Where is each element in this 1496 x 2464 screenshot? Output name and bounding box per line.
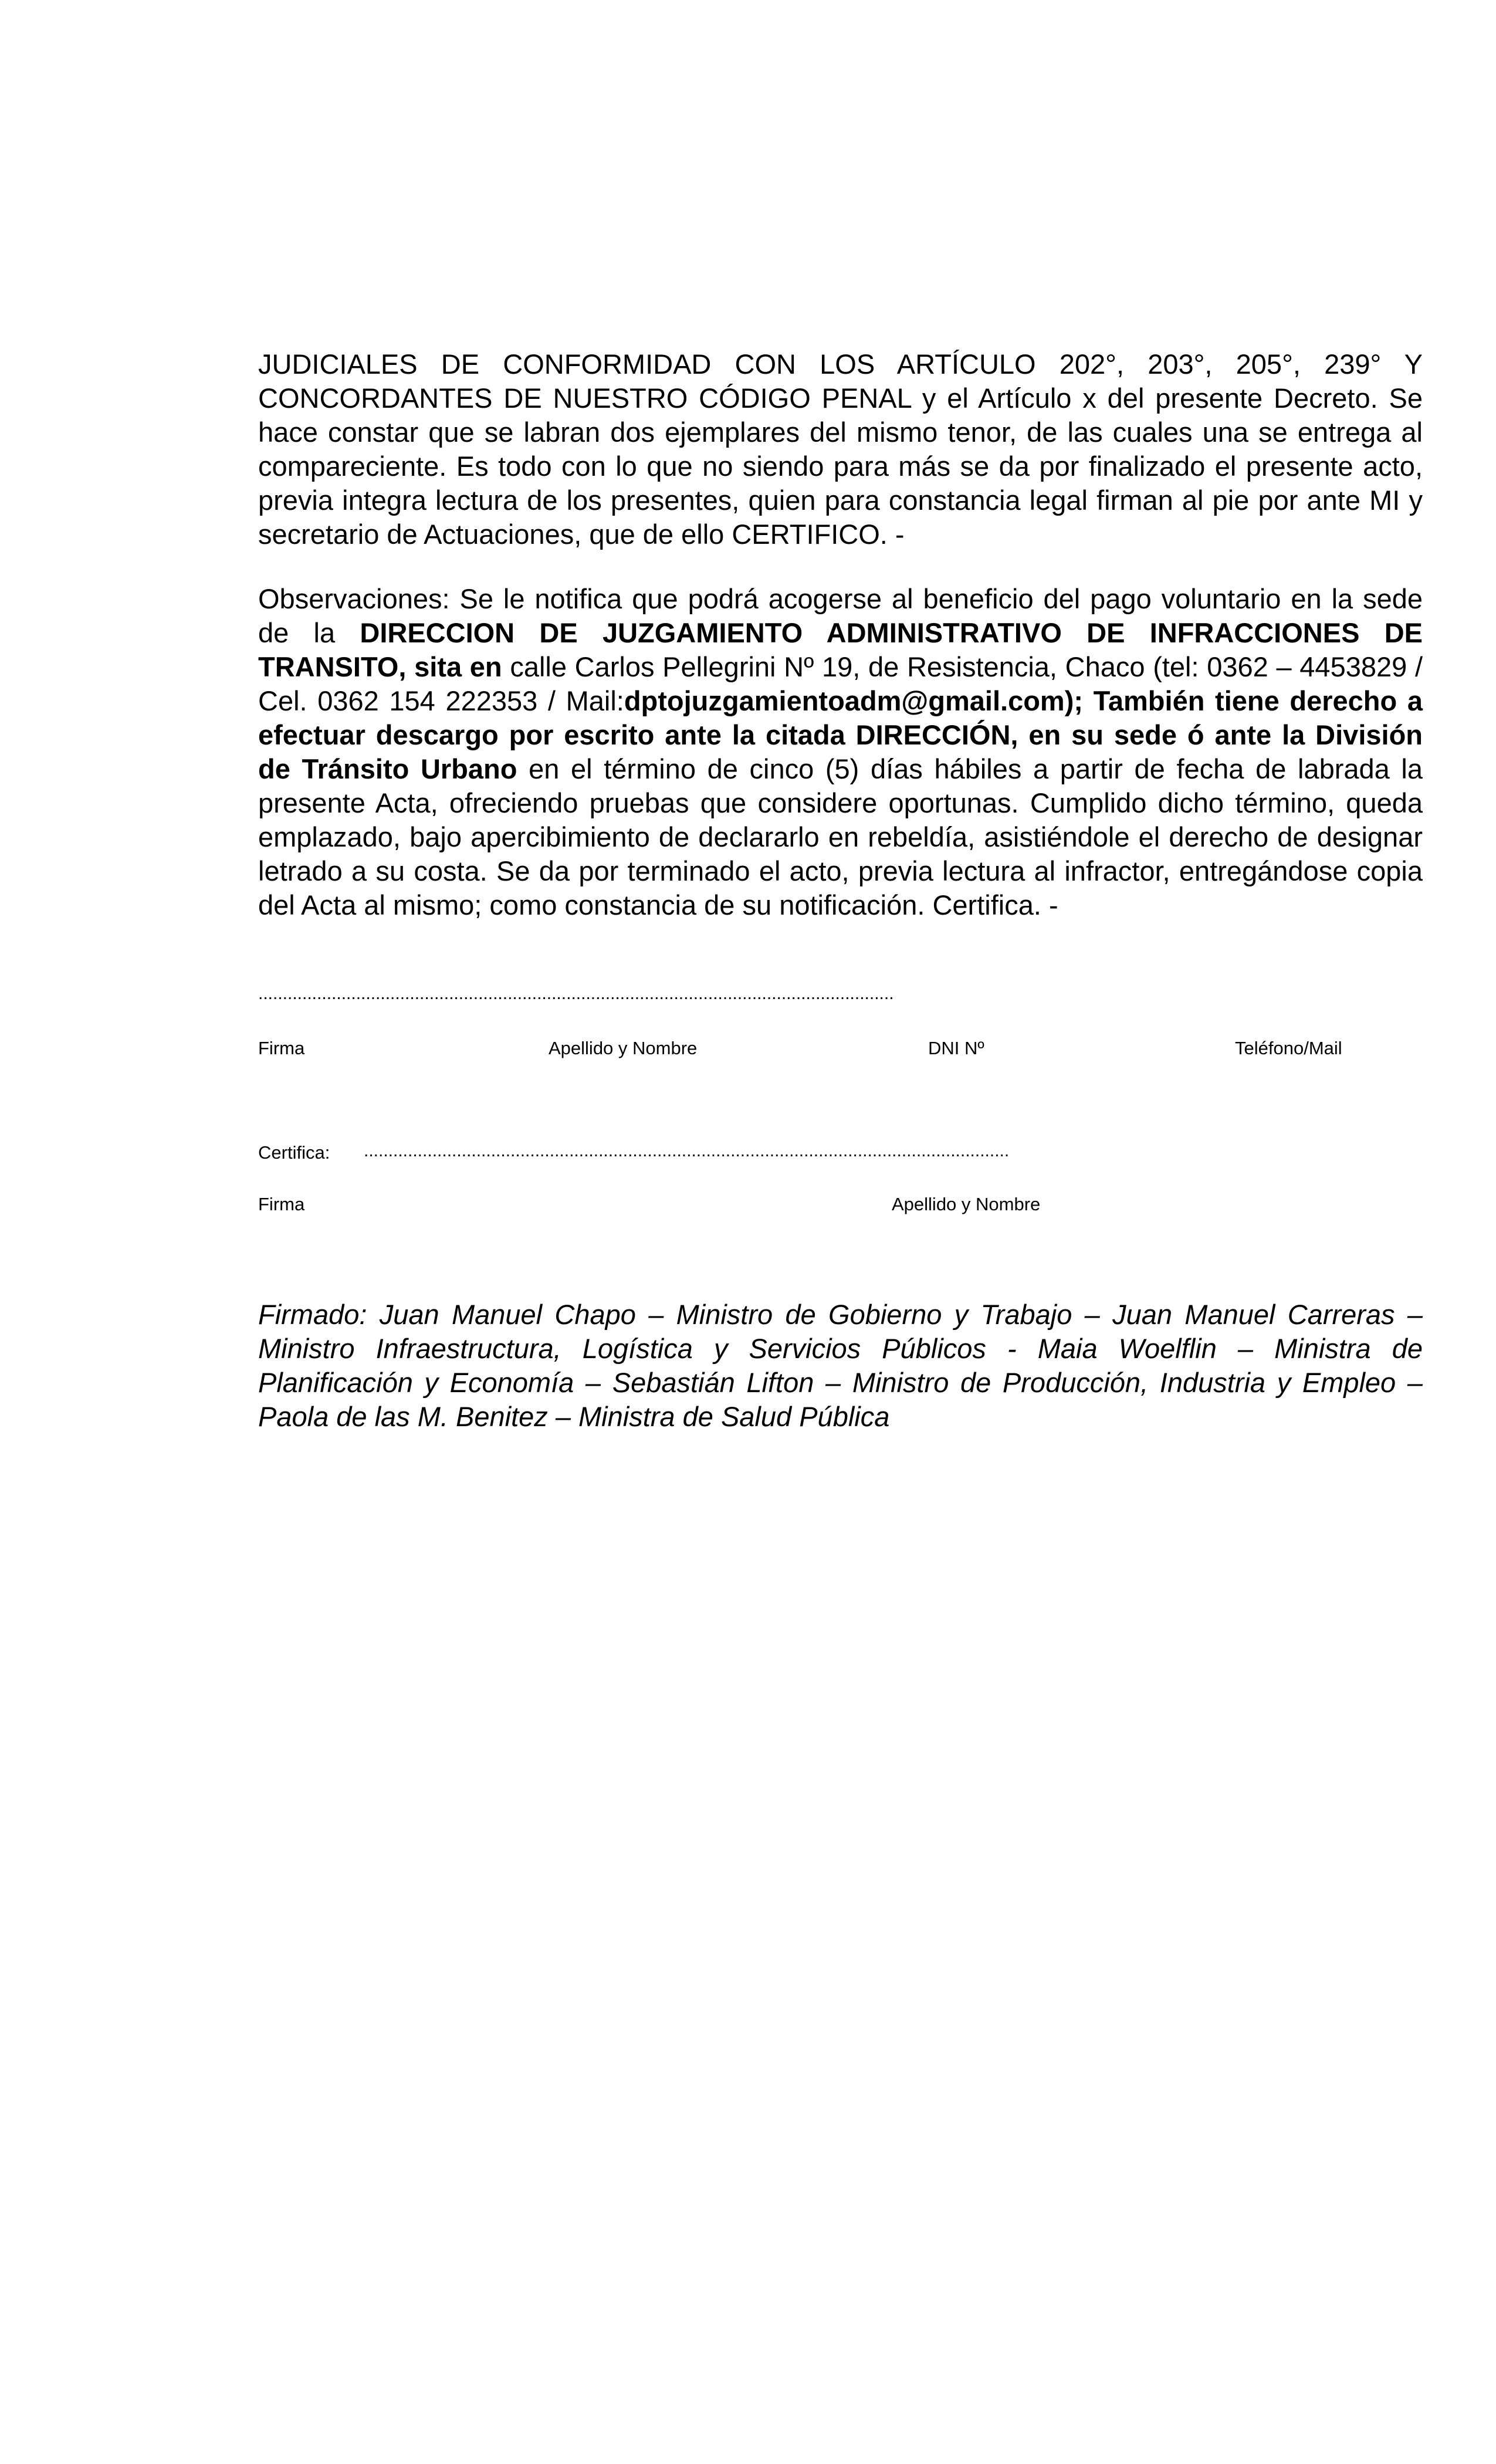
observaciones-text-1: Observaciones: Se le notifica que podrá acogerse al beneficio del pago voluntario en la sede de la <box>258 583 1423 648</box>
contact-email: dptojuzgamientoadm@gmail.com); <box>624 685 1084 716</box>
signature-dotted-line: .................................................................................................................................. <box>258 984 894 1003</box>
closing-paragraph: JUDICIALES DE CONFORMIDAD CON LOS ARTÍCULO 202°, 203°, 205°, 239° Y CONCORDANTES DE NUESTRO CÓDIGO PENAL y el Artículo x del presente Decreto. Se hace constar que se labran dos ejemplares del mismo tenor, de las cuales una se entrega al compareciente. Es todo con lo que no siendo para más se da por finalizado el presente acto, previa integra lectura de los presentes, quien para constancia legal firman al pie por ante MI y secretario de Actuaciones, que de ello CERTIFICO. - <box>258 348 1423 550</box>
dni-label: DNI Nº <box>928 1038 984 1058</box>
certifica-apellido-nombre-label: Apellido y Nombre <box>892 1194 1041 1214</box>
certifica-firma-label: Firma <box>258 1194 305 1214</box>
observaciones-paragraph <box>258 582 1423 922</box>
apellido-nombre-label: Apellido y Nombre <box>549 1038 698 1058</box>
signed-by-paragraph: Firmado: Juan Manuel Chapo – Ministro de Gobierno y Trabajo – Juan Manuel Carreras – Ministro Infraestructura, Logística y Servicios Públicos - Maia Woelflin – Ministra de Planificación y Economía – Sebastián Lifton – Ministro de Producción, Industria y Empleo – Paola de las M. Benitez – Ministra de Salud Pública <box>258 1299 1423 1432</box>
descargo-notice: También tiene derecho a efectuar descargo por escrito ante la citada DIRECCIÓN, en su sede ó ante la División de Tránsito Urbano <box>258 685 1423 784</box>
direccion-name: DIRECCION DE JUZGAMIENTO ADMINISTRATIVO DE INFRACCIONES DE TRANSITO, sita en <box>258 617 1423 682</box>
spacer-text <box>1083 685 1094 716</box>
telefono-mail-label: Teléfono/Mail <box>1235 1038 1342 1058</box>
certifica-dotted-line: .................................................................................................................................... <box>364 1141 1010 1160</box>
certifica-label: Certifica: <box>258 1142 330 1163</box>
firma-label: Firma <box>258 1038 305 1058</box>
observaciones-text-2: en el término de cinco (5) días hábiles a partir de fecha de labrada la presente Acta, ofreciendo pruebas que considere oportunas. Cumplido dicho término, queda emplazado, bajo apercibimiento de declararlo en rebeldía, asistiéndole el derecho de designar letrado a su costa. Se da por terminado el acto, previa lectura al infractor, entregándose copia del Acta al mismo; como constancia de su notificación. Certifica. - <box>258 753 1423 920</box>
address-text: calle Carlos Pellegrini Nº 19, de Resistencia, Chaco (tel: 0362 – 4453829 / Cel. 0362 154 222353 / Mail: <box>258 651 1423 716</box>
